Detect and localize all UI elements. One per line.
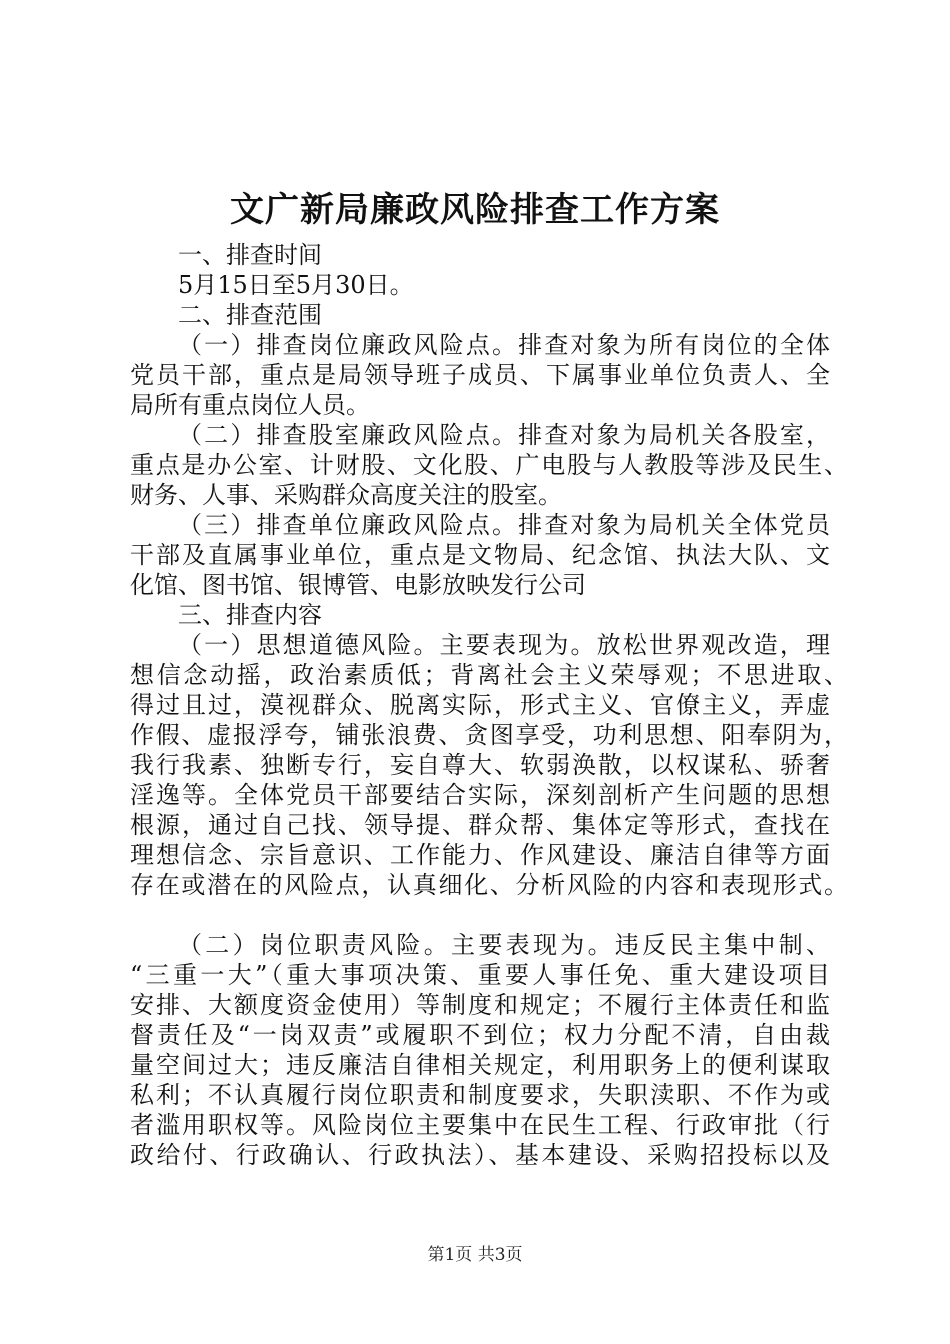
paragraph-line: 局所有重点岗位人员。 xyxy=(130,391,370,419)
paragraph-line: 者滥用职权等。风险岗位主要集中在民生工程、行政审批（行 xyxy=(130,1111,830,1139)
paragraph-line: 干部及直属事业单位，重点是文物局、纪念馆、执法大队、文 xyxy=(130,541,830,569)
paragraph-line: （二）岗位职责风险。主要表现为。违反民主集中制、 xyxy=(178,931,830,959)
paragraph-line: 淫逸等。全体党员干部要结合实际，深刻剖析产生问题的思想 xyxy=(130,781,830,809)
paragraph-line: 安排、大额度资金使用）等制度和规定；不履行主体责任和监 xyxy=(130,991,830,1019)
paragraph-line: 根源，通过自己找、领导提、群众帮、集体定等形式，查找在 xyxy=(130,811,830,839)
paragraph-line: “三重一大”（重大事项决策、重要人事任免、重大建设项目 xyxy=(130,961,830,989)
paragraph-line: 存在或潜在的风险点，认真细化、分析风险的内容和表现形式。 xyxy=(130,871,848,899)
page-footer: 第1页 共3页 xyxy=(427,1245,523,1265)
heading-3: 三、排查内容 xyxy=(178,601,322,629)
paragraph-line: （二）排查股室廉政风险点。排查对象为局机关各股室， xyxy=(178,421,830,449)
paragraph-line: 量空间过大；违反廉洁自律相关规定，利用职务上的便利谋取 xyxy=(130,1051,830,1079)
paragraph-line: 私利；不认真履行岗位职责和制度要求，失职渎职、不作为或 xyxy=(130,1081,830,1109)
paragraph-line: 财务、人事、采购群众高度关注的股室。 xyxy=(130,481,562,509)
document-title: 文广新局廉政风险排查工作方案 xyxy=(230,190,720,230)
paragraph-line: 理想信念、宗旨意识、工作能力、作风建设、廉洁自律等方面 xyxy=(130,841,830,869)
paragraph-line: 党员干部，重点是局领导班子成员、下属事业单位负责人、全 xyxy=(130,361,830,389)
paragraph-line: （一）思想道德风险。主要表现为。放松世界观改造，理 xyxy=(178,631,830,659)
paragraph-line: 得过且过，漠视群众、脱离实际，形式主义、官僚主义，弄虚 xyxy=(130,691,830,719)
paragraph-line: 5月15日至5月30日。 xyxy=(178,271,414,299)
heading-1: 一、排查时间 xyxy=(178,241,322,269)
paragraph-line: 督责任及“一岗双责”或履职不到位；权力分配不清，自由裁 xyxy=(130,1021,830,1049)
paragraph-line: 想信念动摇，政治素质低；背离社会主义荣辱观；不思进取、 xyxy=(130,661,848,689)
heading-2: 二、排查范围 xyxy=(178,301,322,329)
paragraph-line: （三）排查单位廉政风险点。排查对象为局机关全体党员 xyxy=(178,511,830,539)
paragraph-line: 作假、虚报浮夸，铺张浪费、贪图享受，功利思想、阳奉阴为， xyxy=(130,721,848,749)
paragraph-line: 政给付、行政确认、行政执法）、基本建设、采购招投标以及 xyxy=(130,1141,830,1169)
paragraph-line: （一）排查岗位廉政风险点。排查对象为所有岗位的全体 xyxy=(178,331,830,359)
paragraph-line: 化馆、图书馆、银博管、电影放映发行公司 xyxy=(130,571,586,599)
paragraph-line: 重点是办公室、计财股、文化股、广电股与人教股等涉及民生、 xyxy=(130,451,848,479)
paragraph-line: 我行我素、独断专行，妄自尊大、软弱涣散，以权谋私、骄奢 xyxy=(130,751,830,779)
